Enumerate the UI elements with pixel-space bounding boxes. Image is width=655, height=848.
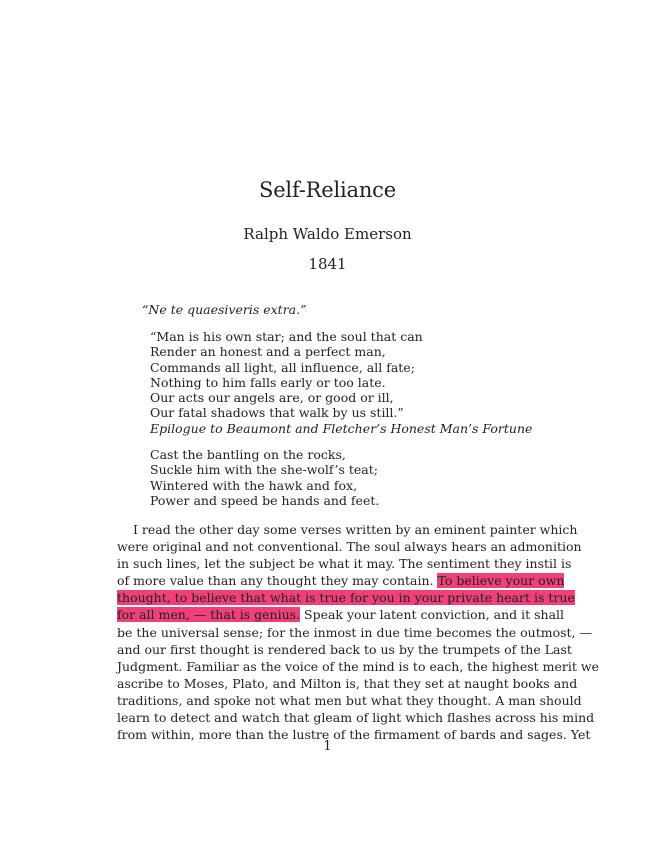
verse-line: “Man is his own star; and the soul that can (150, 329, 423, 344)
paragraph-text: Speak your latent conviction, and it shall (300, 607, 565, 623)
paragraph-line: in such lines, let the subject be what it may. The sentiment they instil is (117, 556, 572, 572)
verse-line: Nothing to him falls early or too late. (150, 374, 386, 390)
verse-line: Render an honest and a perfect man, (150, 344, 386, 360)
paragraph-line: from within, more than the lustre of the firmament of bards and sages. Yet (117, 727, 591, 743)
highlighted-text[interactable]: for all men, — that is genius. (117, 607, 301, 623)
verse-line: Power and speed be hands and feet. (150, 492, 380, 508)
body-paragraph (117, 521, 599, 743)
verse-line: Commands all light, all influence, all fate; (150, 359, 415, 375)
paragraph-line: ascribe to Moses, Plato, and Milton is, that they set at naught books and (117, 675, 578, 691)
document-date: 1841 (308, 255, 347, 273)
paragraph-line: be the universal sense; for the inmost in due time becomes the outmost, — (117, 624, 592, 640)
verse-line: Our acts our angels are, or good or ill, (150, 390, 394, 406)
motto: “Ne te quaesiveris extra.” (142, 302, 307, 317)
paragraph-line: I read the other day some verses written by an eminent painter which (133, 522, 578, 537)
verse-line: Cast the bantling on the rocks, (150, 447, 346, 462)
epigraph-verse-1 (150, 329, 532, 436)
verse-line: Wintered with the hawk and fox, (150, 477, 358, 493)
document-author: Ralph Waldo Emerson (243, 225, 412, 243)
paragraph-line (117, 606, 565, 623)
verse-line: Our fatal shadows that walk by us still.” (150, 405, 404, 421)
highlighted-text[interactable]: thought, to believe that what is true for you in your private heart is true (117, 590, 575, 606)
highlighted-text[interactable]: To believe your own (437, 573, 565, 589)
verse-line: Suckle him with the she-wolf’s teat; (150, 462, 378, 478)
paragraph-line (117, 589, 575, 606)
paragraph-line: traditions, and spoke not what men but what they thought. A man should (117, 692, 582, 708)
page-number: 1 (323, 739, 332, 754)
paragraph-line: were original and not conventional. The soul always hears an admonition (117, 539, 582, 555)
epigraph-verse-2 (150, 447, 379, 508)
paragraph-text: of more value than any thought they may contain. (117, 573, 438, 589)
paragraph-line: Judgment. Familiar as the voice of the mind is to each, the highest merit we (117, 658, 599, 674)
paragraph-line: and our first thought is rendered back to us by the trumpets of the Last (117, 641, 572, 657)
paragraph-line (117, 572, 565, 589)
paragraph-line: learn to detect and watch that gleam of light which flashes across his mind (117, 710, 595, 726)
document-title: Self-Reliance (259, 178, 396, 202)
verse-attribution: Epilogue to Beaumont and Fletcher’s Honest Man’s Fortune (150, 420, 533, 436)
